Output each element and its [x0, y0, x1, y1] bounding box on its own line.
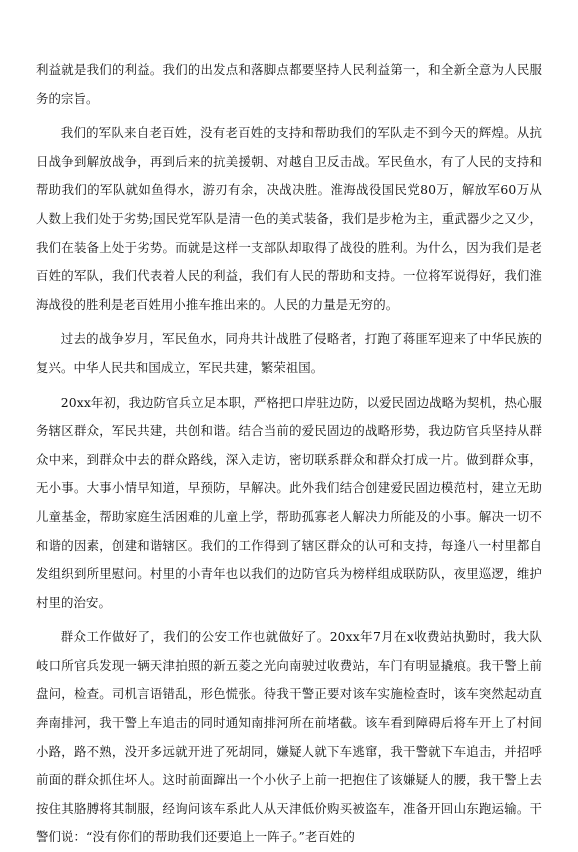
paragraph-intro: 利益就是我们的利益。我们的出发点和落脚点都要坚持人民利益第一，和全新全意为人民服务的宗旨。 — [36, 62, 542, 106]
paragraph-police-work: 群众工作做好了，我们的公安工作也就做好了。20xx年7月在x收费站执勤时，我大队岐口所官兵发现一辆天津拍照的新五菱之光向南驶过收费站，车门有明显撬痕。我干警上前盘问，检查。司机言语错乱，形色慌张。待我干警正要对该车实施检查时，该车突然起动直奔南排河，我干警上车追击的同时通知南排河所在前堵截。该车看到障碍后将车开上了村间小路，路不熟，没开多远就开进了死胡同，嫌疑人就下车逃窜，我干警就下车追击，并招呼前面的群众抓住坏人。这时前面蹿出一个小伙子上前一把抱住了该嫌疑人的腰，我干警上去按住其胳膊将其制服，经询问该车系此人从天津低价购买被盗车，准备开回山东跑运输。干警们说：“没有你们的帮助我们还要追上一阵子。”老百姓的 — [36, 629, 542, 845]
paragraph-army-and-people: 我们的军队来自老百姓，没有老百姓的支持和帮助我们的军队走不到今天的辉煌。从抗日战争到解放战争，再到后来的抗美援朝、对越自卫反击战。军民鱼水，有了人民的支持和帮助我们的军队就如鱼得水，游刃有余，决战决胜。淮海战役国民党80万，解放军60万从人数上我们处于劣势;国民党军队是清一色的美式装备，我们是步枪为主，重武器少之又少，我们在装备上处于劣势。而就是这样一支部队却取得了战役的胜利。为什么，因为我们是老百姓的军队，我们代表着人民的利益，我们有人民的帮助和支持。一位将军说得好，我们淮海战役的胜利是老百姓用小推车推出来的。人民的力量是无穷的。 — [36, 125, 542, 312]
paragraph-war-years: 过去的战争岁月，军民鱼水，同舟共计战胜了侵略者，打跑了蒋匪军迎来了中华民族的复兴。中华人民共和国成立，军民共建，繁荣祖国。 — [36, 331, 542, 375]
paragraph-border-defense: 20xx年初，我边防官兵立足本职，严格把口岸驻边防，以爱民固边战略为契机，热心服务辖区群众，军民共建，共创和谐。结合当前的爱民固边的战略形势，我边防官兵坚持从群众中来，到群众中去的群众路线，深入走访，密切联系群众和群众打成一片。做到群众事，无小事。大事小情早知道，早预防，早解决。此外我们结合创建爱民固边模范村，建立无助儿童基金，帮助家庭生活困难的儿童上学，帮助孤寡老人解决力所能及的小事。解决一切不和谐的因素，创建和谐辖区。我们的工作得到了辖区群众的认可和支持，每逢八一村里都自发组织到所里慰问。村里的小青年也以我们的边防官兵为榜样组成联防队，夜里巡逻，维护村里的治安。 — [36, 394, 542, 610]
